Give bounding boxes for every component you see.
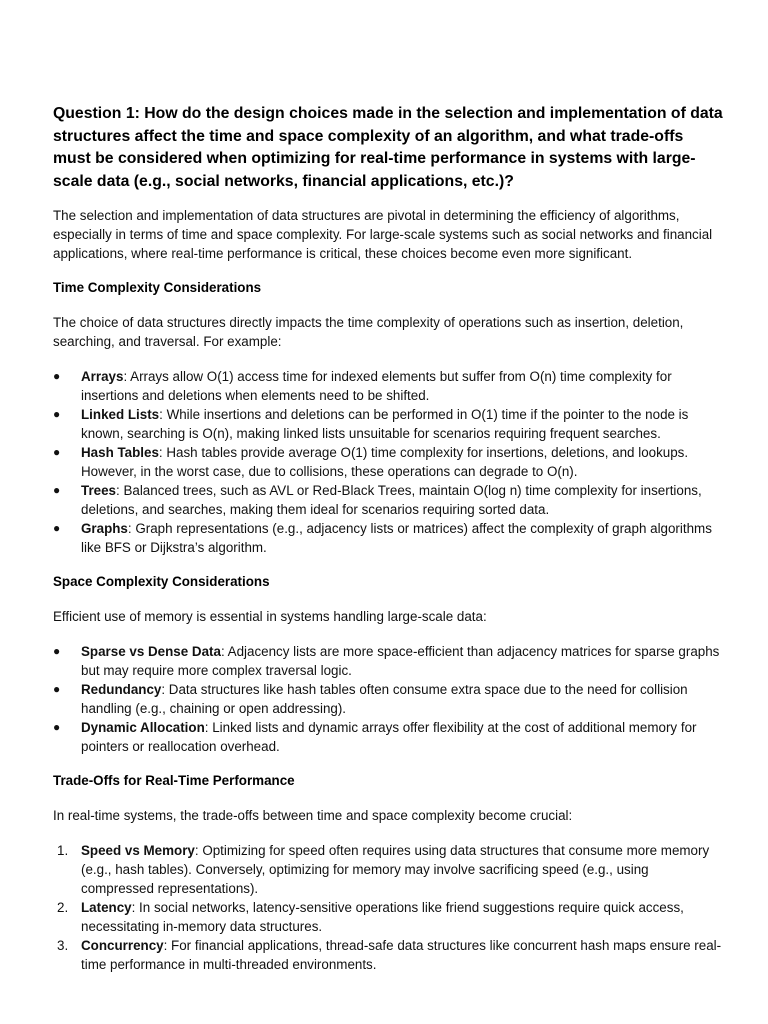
bullet-icon: ● <box>53 407 61 421</box>
space-complexity-heading: Space Complexity Considerations <box>53 574 270 589</box>
list-item: 1. Speed vs Memory: Optimizing for speed often requires using data structures that consume more memory (e.g., hash tables). Conversely, optimizing for memory may involve sacrificing speed (e.g., using compressed representations). <box>57 843 710 896</box>
list-number: 2. <box>57 900 69 915</box>
list-item: ● Dynamic Allocation: Linked lists and dynamic arrays offer flexibility at the cost of additional memory for pointers or reallocation overhead. <box>53 720 697 754</box>
bullet-icon: ● <box>53 682 61 696</box>
time-complexity-heading: Time Complexity Considerations <box>53 280 262 295</box>
list-number: 3. <box>57 938 69 953</box>
tradeoffs-list <box>53 841 724 974</box>
space-complexity-paragraph: Efficient use of memory is essential in systems handling large-scale data: <box>53 609 487 624</box>
intro-paragraph: The selection and implementation of data structures are pivotal in determining the efficiency of algorithms, especially in terms of time and space complexity. For large-scale systems such as social networks and financial applications, where real-time performance is critical, these choices become even more significant. <box>53 208 713 261</box>
tradeoffs-paragraph: In real-time systems, the trade-offs between time and space complexity become crucial: <box>53 808 573 823</box>
list-item: ● Graphs: Graph representations (e.g., adjacency lists or matrices) affect the complexity of graph algorithms like BFS or Dijkstra’s algorithm. <box>53 521 712 555</box>
list-item: ● Sparse vs Dense Data: Adjacency lists are more space-efficient than adjacency matrices for sparse graphs but may require more complex traversal logic. <box>53 644 720 678</box>
list-item: ● Trees: Balanced trees, such as AVL or Red-Black Trees, maintain O(log n) time complexity for insertions, deletions, and searches, making them ideal for scenarios requiring sorted data. <box>53 483 702 517</box>
bullet-icon: ● <box>53 720 61 734</box>
tradeoffs-heading: Trade-Offs for Real-Time Performance <box>53 773 295 788</box>
list-number: 1. <box>57 843 69 858</box>
bullet-icon: ● <box>53 644 61 658</box>
bullet-icon: ● <box>53 445 61 459</box>
list-item: ● Hash Tables: Hash tables provide average O(1) time complexity for insertions, deletions, and lookups. However, in the worst case, due to collisions, these operations can degrade to O(n). <box>53 445 689 479</box>
bullet-icon: ● <box>53 369 61 383</box>
space-complexity-list <box>53 642 724 756</box>
list-item: 2. Latency: In social networks, latency-sensitive operations like friend suggestions require quick access, necessitating in-memory data structures. <box>57 900 684 934</box>
bullet-icon: ● <box>53 483 61 497</box>
list-item: ● Redundancy: Data structures like hash tables often consume extra space due to the need for collision handling (e.g., chaining or open addressing). <box>53 682 688 716</box>
list-item: ● Linked Lists: While insertions and deletions can be performed in O(1) time if the pointer to the node is known, searching is O(n), making linked lists unsuitable for scenarios requiring frequent searches. <box>53 407 689 441</box>
time-complexity-paragraph: The choice of data structures directly impacts the time complexity of operations such as insertion, deletion, searching, and traversal. For example: <box>53 315 684 349</box>
list-item: ● Arrays: Arrays allow O(1) access time for indexed elements but suffer from O(n) time complexity for insertions and deletions when elements need to be shifted. <box>53 369 672 403</box>
time-complexity-list <box>53 367 724 557</box>
question-title: Question 1: How do the design choices made in the selection and implementation of data structures affect the time and space complexity of an algorithm, and what trade-offs must be considered when optimizing for real-time performance in systems with large-scale data (e.g., social networks, financial applications, etc.)? <box>53 105 723 190</box>
list-item: 3. Concurrency: For financial applications, thread-safe data structures like concurrent hash maps ensure real-time performance in multi-threaded environments. <box>57 938 722 972</box>
bullet-icon: ● <box>53 521 61 535</box>
